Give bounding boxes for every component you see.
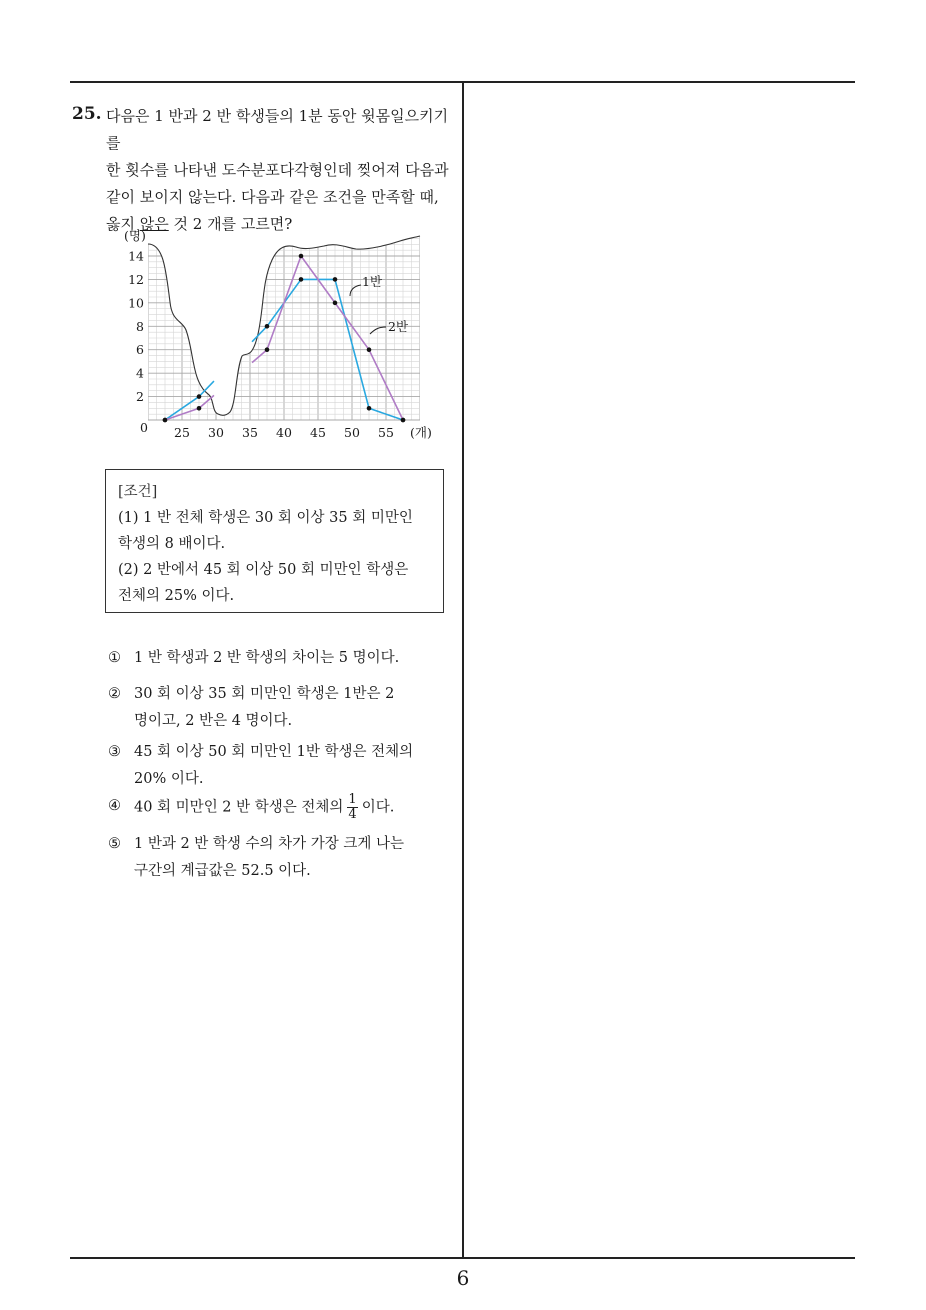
data-point xyxy=(265,347,270,352)
data-point xyxy=(367,347,372,352)
y-axis-label: (명) xyxy=(124,228,146,243)
x-tick-label: 35 xyxy=(242,425,258,440)
page-number: 6 xyxy=(456,1266,470,1290)
x-axis-label: (개) xyxy=(410,425,432,440)
bottom-rule xyxy=(70,1257,855,1259)
series-label: 1반 xyxy=(362,274,383,289)
choice-text: 1 반 학생과 2 반 학생의 차이는 5 명이다. xyxy=(134,650,400,666)
condition-line: (1) 1 반 전체 학생은 30 회 이상 35 회 미만인 xyxy=(118,510,413,526)
y-tick-label: 12 xyxy=(128,271,144,287)
choice-mark: ④ xyxy=(108,798,121,814)
condition-line: 학생의 8 배이다. xyxy=(118,536,226,552)
question-line-post: 것 2 개를 고르면? xyxy=(168,215,293,233)
question-line: 한 횟수를 나타낸 도수분포다각형인데 찢어져 다음과 xyxy=(106,161,449,179)
y-tick-label: 10 xyxy=(128,295,144,311)
choice-text: 45 회 이상 50 회 미만인 1반 학생은 전체의 xyxy=(134,744,414,760)
y-tick-label: 4 xyxy=(136,365,144,381)
question-text xyxy=(106,103,456,238)
y-tick-label: 14 xyxy=(128,248,144,264)
choice-text: 20% 이다. xyxy=(134,771,204,787)
x-tick-label: 50 xyxy=(344,425,360,440)
conditions-box xyxy=(105,469,444,613)
data-point xyxy=(401,418,406,423)
data-point xyxy=(197,406,202,411)
choice-text: 1 반과 2 반 학생 수의 차가 가장 크게 나는 xyxy=(134,836,405,852)
y-tick-label: 8 xyxy=(136,318,144,334)
choice-text: 구간의 계급값은 52.5 이다. xyxy=(134,863,311,879)
y-tick-label: 2 xyxy=(136,389,144,405)
condition-line: 전체의 25% 이다. xyxy=(118,588,235,604)
choice-mark: ② xyxy=(108,686,121,702)
question-number: 25. xyxy=(72,104,102,124)
column-divider xyxy=(462,82,464,1258)
data-point xyxy=(265,324,270,329)
choice-mark: ③ xyxy=(108,744,121,760)
choice-mark: ① xyxy=(108,650,121,666)
series-segment xyxy=(252,350,267,363)
data-point xyxy=(299,254,304,259)
x-tick-label: 55 xyxy=(378,425,394,440)
frequency-polygon-chart xyxy=(112,222,442,448)
choice-text: 명이고, 2 반은 4 명이다. xyxy=(134,713,293,729)
fraction-denominator: 4 xyxy=(348,807,357,822)
fraction-numerator: 1 xyxy=(348,792,357,807)
leader-line xyxy=(370,327,386,334)
question-line-pre: 옳지 xyxy=(106,215,140,233)
underlined-word: 않은 xyxy=(139,215,169,233)
series-segment xyxy=(199,381,214,396)
data-point xyxy=(367,406,372,411)
series-label: 2반 xyxy=(388,319,409,334)
question-line: 다음은 1 반과 2 반 학생들의 1분 동안 윗몸일으키기를 xyxy=(106,107,449,152)
origin-label: 0 xyxy=(140,420,148,435)
y-tick-label: 6 xyxy=(136,342,144,358)
choice-text: 30 회 이상 35 회 미만인 학생은 1반은 2 xyxy=(134,686,395,702)
x-tick-label: 40 xyxy=(276,425,292,440)
x-tick-label: 25 xyxy=(174,425,190,440)
choice-text: 이다. xyxy=(361,799,395,816)
condition-line: (2) 2 반에서 45 회 이상 50 회 미만인 학생은 xyxy=(118,562,409,578)
question-line: 같이 보이지 않는다. 다음과 같은 조건을 만족할 때, xyxy=(106,188,439,206)
data-point xyxy=(333,301,338,306)
fraction xyxy=(347,793,357,822)
conditions-title: [조건] xyxy=(118,484,158,500)
data-point xyxy=(197,394,202,399)
data-point xyxy=(333,277,338,282)
data-point xyxy=(299,277,304,282)
choice-text: 40 회 미만인 2 반 학생은 전체의 xyxy=(134,799,344,816)
data-point xyxy=(163,418,168,423)
x-tick-label: 45 xyxy=(310,425,326,440)
choice-mark: ⑤ xyxy=(108,836,121,852)
x-tick-label: 30 xyxy=(208,425,224,440)
